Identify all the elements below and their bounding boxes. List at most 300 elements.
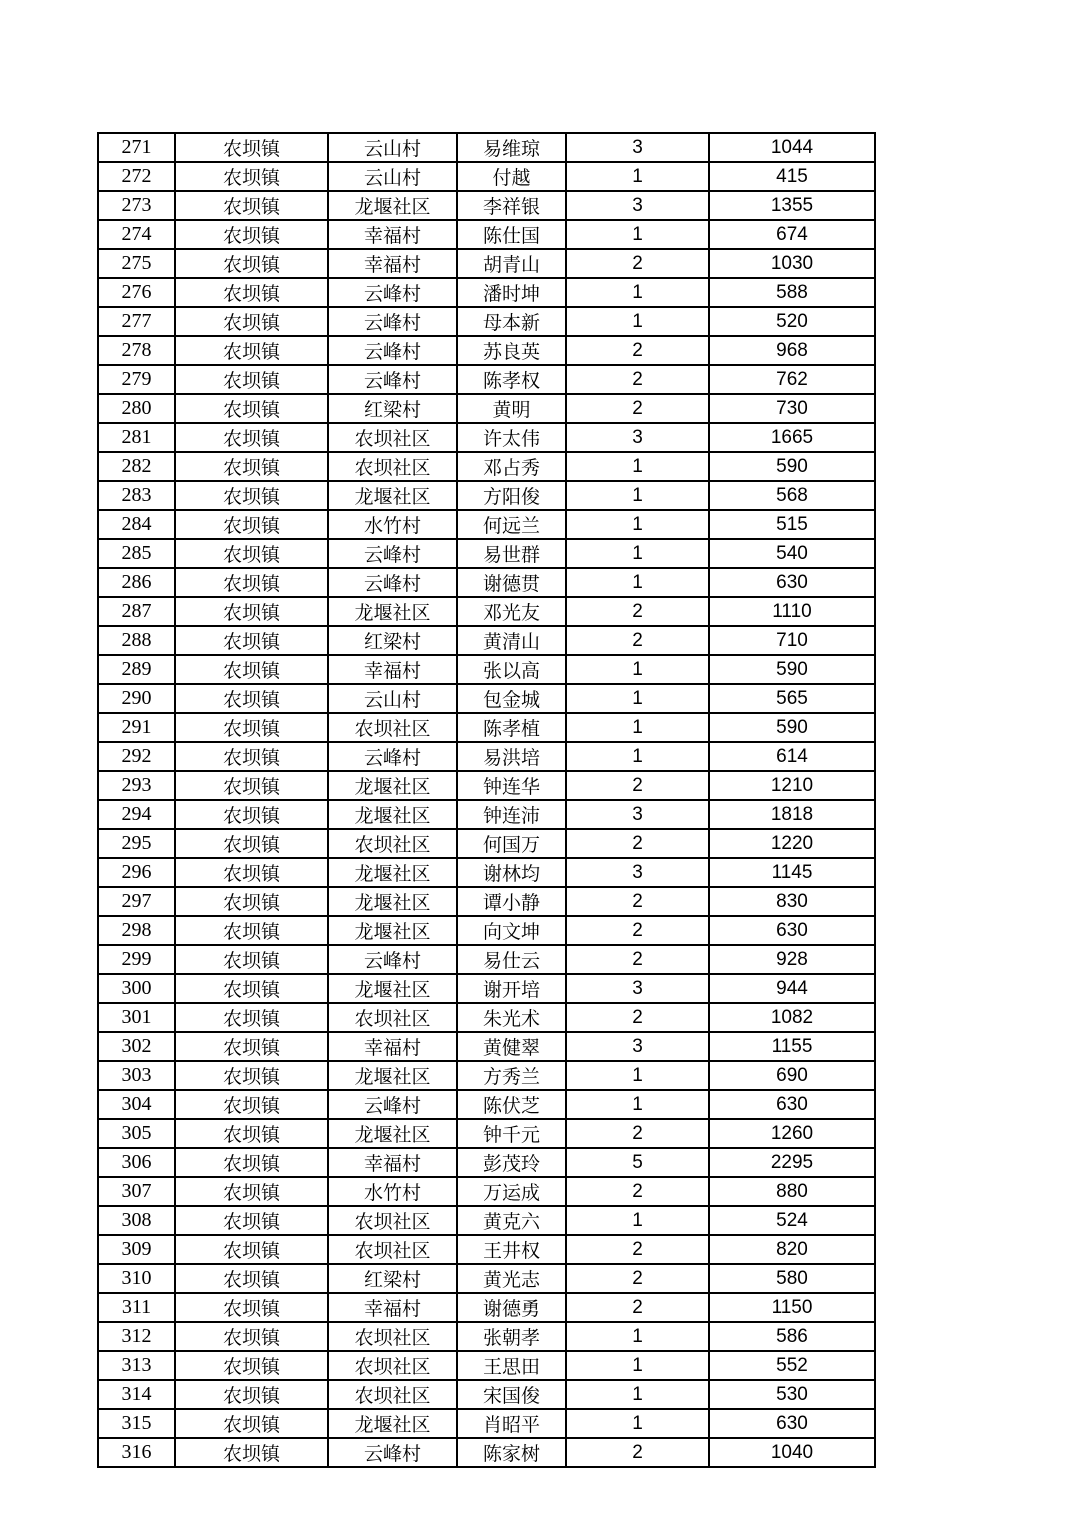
cell-serial-number: 293 (98, 771, 175, 800)
cell-count: 2 (566, 887, 709, 916)
cell-serial-number: 302 (98, 1032, 175, 1061)
table-row (98, 539, 875, 568)
cell-count: 1 (566, 1206, 709, 1235)
cell-amount: 1110 (709, 597, 875, 626)
cell-person-name: 方秀兰 (457, 1061, 566, 1090)
cell-village: 云峰村 (328, 945, 457, 974)
cell-town: 农坝镇 (175, 684, 328, 713)
cell-serial-number: 313 (98, 1351, 175, 1380)
cell-amount: 580 (709, 1264, 875, 1293)
cell-serial-number: 308 (98, 1206, 175, 1235)
cell-amount: 630 (709, 916, 875, 945)
cell-village: 农坝社区 (328, 713, 457, 742)
cell-town: 农坝镇 (175, 974, 328, 1003)
cell-person-name: 潘时坤 (457, 278, 566, 307)
cell-serial-number: 288 (98, 626, 175, 655)
cell-town: 农坝镇 (175, 742, 328, 771)
table-row (98, 1409, 875, 1438)
cell-serial-number: 311 (98, 1293, 175, 1322)
cell-village: 红梁村 (328, 394, 457, 423)
cell-town: 农坝镇 (175, 1032, 328, 1061)
cell-village: 龙堰社区 (328, 916, 457, 945)
cell-village: 水竹村 (328, 1177, 457, 1206)
cell-amount: 968 (709, 336, 875, 365)
cell-person-name: 钟千元 (457, 1119, 566, 1148)
cell-count: 1 (566, 220, 709, 249)
table-row (98, 597, 875, 626)
cell-town: 农坝镇 (175, 1322, 328, 1351)
cell-count: 2 (566, 626, 709, 655)
cell-serial-number: 274 (98, 220, 175, 249)
cell-amount: 1818 (709, 800, 875, 829)
cell-count: 1 (566, 539, 709, 568)
cell-town: 农坝镇 (175, 597, 328, 626)
cell-count: 1 (566, 510, 709, 539)
cell-village: 龙堰社区 (328, 191, 457, 220)
cell-amount: 540 (709, 539, 875, 568)
cell-person-name: 包金城 (457, 684, 566, 713)
cell-village: 云峰村 (328, 336, 457, 365)
cell-serial-number: 283 (98, 481, 175, 510)
cell-count: 2 (566, 771, 709, 800)
cell-serial-number: 285 (98, 539, 175, 568)
table-row (98, 829, 875, 858)
cell-town: 农坝镇 (175, 771, 328, 800)
cell-village: 幸福村 (328, 220, 457, 249)
cell-count: 1 (566, 742, 709, 771)
table-row (98, 974, 875, 1003)
cell-serial-number: 301 (98, 1003, 175, 1032)
cell-amount: 710 (709, 626, 875, 655)
cell-village: 云山村 (328, 684, 457, 713)
cell-serial-number: 279 (98, 365, 175, 394)
cell-village: 幸福村 (328, 249, 457, 278)
cell-amount: 1082 (709, 1003, 875, 1032)
cell-amount: 586 (709, 1322, 875, 1351)
cell-count: 2 (566, 945, 709, 974)
cell-count: 1 (566, 713, 709, 742)
cell-amount: 520 (709, 307, 875, 336)
table-row (98, 452, 875, 481)
cell-person-name: 谭小静 (457, 887, 566, 916)
table-row (98, 336, 875, 365)
cell-person-name: 苏良英 (457, 336, 566, 365)
cell-amount: 1155 (709, 1032, 875, 1061)
cell-serial-number: 277 (98, 307, 175, 336)
table-row (98, 713, 875, 742)
cell-town: 农坝镇 (175, 1090, 328, 1119)
cell-town: 农坝镇 (175, 423, 328, 452)
cell-count: 1 (566, 655, 709, 684)
cell-town: 农坝镇 (175, 1380, 328, 1409)
cell-village: 龙堰社区 (328, 887, 457, 916)
cell-person-name: 母本新 (457, 307, 566, 336)
cell-person-name: 黄光志 (457, 1264, 566, 1293)
cell-count: 1 (566, 1409, 709, 1438)
cell-person-name: 谢德贯 (457, 568, 566, 597)
cell-person-name: 彭茂玲 (457, 1148, 566, 1177)
cell-village: 农坝社区 (328, 452, 457, 481)
cell-serial-number: 287 (98, 597, 175, 626)
cell-serial-number: 310 (98, 1264, 175, 1293)
cell-person-name: 肖昭平 (457, 1409, 566, 1438)
table-row (98, 1003, 875, 1032)
table-row (98, 1351, 875, 1380)
cell-count: 5 (566, 1148, 709, 1177)
cell-amount: 614 (709, 742, 875, 771)
cell-count: 1 (566, 1322, 709, 1351)
table-row (98, 1119, 875, 1148)
table-row (98, 1061, 875, 1090)
cell-person-name: 黄克六 (457, 1206, 566, 1235)
cell-village: 幸福村 (328, 1293, 457, 1322)
cell-amount: 730 (709, 394, 875, 423)
cell-amount: 590 (709, 452, 875, 481)
cell-town: 农坝镇 (175, 858, 328, 887)
cell-amount: 880 (709, 1177, 875, 1206)
cell-count: 3 (566, 133, 709, 162)
cell-village: 龙堰社区 (328, 771, 457, 800)
table-row (98, 1264, 875, 1293)
cell-count: 1 (566, 307, 709, 336)
cell-count: 2 (566, 365, 709, 394)
cell-person-name: 谢林均 (457, 858, 566, 887)
cell-count: 1 (566, 1380, 709, 1409)
cell-town: 农坝镇 (175, 1177, 328, 1206)
cell-town: 农坝镇 (175, 249, 328, 278)
cell-town: 农坝镇 (175, 887, 328, 916)
cell-town: 农坝镇 (175, 655, 328, 684)
cell-village: 云山村 (328, 133, 457, 162)
cell-person-name: 陈孝权 (457, 365, 566, 394)
cell-count: 1 (566, 1090, 709, 1119)
cell-person-name: 陈仕国 (457, 220, 566, 249)
cell-village: 红梁村 (328, 626, 457, 655)
cell-count: 2 (566, 916, 709, 945)
cell-count: 2 (566, 249, 709, 278)
cell-amount: 568 (709, 481, 875, 510)
table-row (98, 1177, 875, 1206)
cell-town: 农坝镇 (175, 1206, 328, 1235)
cell-serial-number: 284 (98, 510, 175, 539)
cell-person-name: 邓光友 (457, 597, 566, 626)
cell-count: 2 (566, 1235, 709, 1264)
cell-serial-number: 286 (98, 568, 175, 597)
cell-village: 幸福村 (328, 1148, 457, 1177)
table-row (98, 307, 875, 336)
cell-serial-number: 290 (98, 684, 175, 713)
cell-amount: 1220 (709, 829, 875, 858)
cell-village: 云峰村 (328, 365, 457, 394)
cell-serial-number: 273 (98, 191, 175, 220)
cell-count: 1 (566, 1351, 709, 1380)
table-row (98, 626, 875, 655)
cell-amount: 1355 (709, 191, 875, 220)
cell-amount: 1044 (709, 133, 875, 162)
cell-count: 2 (566, 394, 709, 423)
cell-town: 农坝镇 (175, 365, 328, 394)
table-row (98, 1090, 875, 1119)
table-row (98, 249, 875, 278)
cell-count: 1 (566, 278, 709, 307)
cell-serial-number: 303 (98, 1061, 175, 1090)
cell-count: 2 (566, 597, 709, 626)
cell-amount: 674 (709, 220, 875, 249)
cell-amount: 928 (709, 945, 875, 974)
cell-town: 农坝镇 (175, 336, 328, 365)
cell-village: 云峰村 (328, 1438, 457, 1467)
cell-serial-number: 312 (98, 1322, 175, 1351)
cell-amount: 630 (709, 1090, 875, 1119)
cell-serial-number: 275 (98, 249, 175, 278)
cell-town: 农坝镇 (175, 945, 328, 974)
cell-amount: 820 (709, 1235, 875, 1264)
cell-village: 幸福村 (328, 655, 457, 684)
table-row (98, 394, 875, 423)
cell-serial-number: 298 (98, 916, 175, 945)
cell-serial-number: 295 (98, 829, 175, 858)
cell-count: 2 (566, 1293, 709, 1322)
table-row (98, 684, 875, 713)
cell-amount: 630 (709, 568, 875, 597)
table-row (98, 1438, 875, 1467)
cell-serial-number: 296 (98, 858, 175, 887)
table-row (98, 858, 875, 887)
cell-village: 云峰村 (328, 742, 457, 771)
cell-person-name: 邓占秀 (457, 452, 566, 481)
cell-town: 农坝镇 (175, 1235, 328, 1264)
cell-town: 农坝镇 (175, 829, 328, 858)
cell-town: 农坝镇 (175, 1119, 328, 1148)
cell-amount: 1665 (709, 423, 875, 452)
cell-town: 农坝镇 (175, 1351, 328, 1380)
table-row (98, 916, 875, 945)
cell-count: 3 (566, 858, 709, 887)
cell-town: 农坝镇 (175, 1264, 328, 1293)
records-table-body (98, 133, 875, 1467)
cell-village: 水竹村 (328, 510, 457, 539)
table-row (98, 1206, 875, 1235)
cell-town: 农坝镇 (175, 481, 328, 510)
cell-serial-number: 294 (98, 800, 175, 829)
cell-village: 云峰村 (328, 568, 457, 597)
cell-count: 2 (566, 336, 709, 365)
cell-village: 云峰村 (328, 539, 457, 568)
cell-amount: 630 (709, 1409, 875, 1438)
cell-serial-number: 292 (98, 742, 175, 771)
cell-person-name: 易维琼 (457, 133, 566, 162)
cell-person-name: 黄清山 (457, 626, 566, 655)
cell-amount: 1030 (709, 249, 875, 278)
cell-serial-number: 276 (98, 278, 175, 307)
table-row (98, 191, 875, 220)
cell-amount: 1210 (709, 771, 875, 800)
cell-town: 农坝镇 (175, 191, 328, 220)
table-row (98, 655, 875, 684)
cell-serial-number: 299 (98, 945, 175, 974)
cell-village: 龙堰社区 (328, 1119, 457, 1148)
cell-person-name: 钟连华 (457, 771, 566, 800)
cell-amount: 415 (709, 162, 875, 191)
cell-count: 3 (566, 974, 709, 1003)
cell-town: 农坝镇 (175, 916, 328, 945)
cell-amount: 565 (709, 684, 875, 713)
cell-person-name: 胡青山 (457, 249, 566, 278)
table-row (98, 220, 875, 249)
cell-town: 农坝镇 (175, 1409, 328, 1438)
cell-person-name: 付越 (457, 162, 566, 191)
cell-village: 云峰村 (328, 278, 457, 307)
cell-count: 3 (566, 423, 709, 452)
cell-serial-number: 297 (98, 887, 175, 916)
cell-town: 农坝镇 (175, 452, 328, 481)
table-row (98, 568, 875, 597)
cell-count: 2 (566, 1438, 709, 1467)
table-row (98, 1148, 875, 1177)
cell-village: 农坝社区 (328, 1235, 457, 1264)
cell-serial-number: 300 (98, 974, 175, 1003)
cell-town: 农坝镇 (175, 1003, 328, 1032)
cell-amount: 1145 (709, 858, 875, 887)
cell-person-name: 李祥银 (457, 191, 566, 220)
cell-amount: 2295 (709, 1148, 875, 1177)
cell-count: 3 (566, 191, 709, 220)
cell-serial-number: 282 (98, 452, 175, 481)
table-row (98, 887, 875, 916)
cell-amount: 830 (709, 887, 875, 916)
cell-count: 2 (566, 1119, 709, 1148)
cell-person-name: 谢德勇 (457, 1293, 566, 1322)
cell-person-name: 谢开培 (457, 974, 566, 1003)
cell-person-name: 陈伏芝 (457, 1090, 566, 1119)
cell-person-name: 黄明 (457, 394, 566, 423)
cell-serial-number: 309 (98, 1235, 175, 1264)
cell-serial-number: 278 (98, 336, 175, 365)
cell-town: 农坝镇 (175, 278, 328, 307)
cell-serial-number: 307 (98, 1177, 175, 1206)
cell-town: 农坝镇 (175, 539, 328, 568)
cell-serial-number: 271 (98, 133, 175, 162)
cell-person-name: 宋国俊 (457, 1380, 566, 1409)
cell-amount: 690 (709, 1061, 875, 1090)
cell-person-name: 陈孝植 (457, 713, 566, 742)
cell-amount: 588 (709, 278, 875, 307)
cell-person-name: 陈家树 (457, 1438, 566, 1467)
cell-serial-number: 304 (98, 1090, 175, 1119)
cell-village: 龙堰社区 (328, 1061, 457, 1090)
cell-amount: 590 (709, 655, 875, 684)
table-row (98, 278, 875, 307)
cell-count: 1 (566, 481, 709, 510)
cell-town: 农坝镇 (175, 1148, 328, 1177)
cell-count: 1 (566, 452, 709, 481)
cell-village: 农坝社区 (328, 1206, 457, 1235)
cell-person-name: 易洪培 (457, 742, 566, 771)
cell-amount: 524 (709, 1206, 875, 1235)
cell-count: 2 (566, 829, 709, 858)
cell-amount: 1040 (709, 1438, 875, 1467)
cell-count: 2 (566, 1264, 709, 1293)
cell-village: 龙堰社区 (328, 597, 457, 626)
cell-town: 农坝镇 (175, 626, 328, 655)
cell-town: 农坝镇 (175, 568, 328, 597)
table-row (98, 800, 875, 829)
table-row (98, 1322, 875, 1351)
cell-town: 农坝镇 (175, 220, 328, 249)
cell-village: 农坝社区 (328, 829, 457, 858)
records-table (97, 132, 876, 1468)
cell-serial-number: 316 (98, 1438, 175, 1467)
cell-amount: 515 (709, 510, 875, 539)
cell-town: 农坝镇 (175, 1438, 328, 1467)
cell-amount: 530 (709, 1380, 875, 1409)
cell-person-name: 张朝孝 (457, 1322, 566, 1351)
cell-town: 农坝镇 (175, 133, 328, 162)
table-row (98, 945, 875, 974)
cell-town: 农坝镇 (175, 713, 328, 742)
cell-person-name: 易世群 (457, 539, 566, 568)
cell-person-name: 万运成 (457, 1177, 566, 1206)
table-row (98, 133, 875, 162)
table-row (98, 365, 875, 394)
cell-amount: 1150 (709, 1293, 875, 1322)
cell-town: 农坝镇 (175, 162, 328, 191)
table-row (98, 1380, 875, 1409)
cell-village: 农坝社区 (328, 1351, 457, 1380)
cell-village: 龙堰社区 (328, 974, 457, 1003)
cell-amount: 1260 (709, 1119, 875, 1148)
cell-person-name: 向文坤 (457, 916, 566, 945)
table-row (98, 1235, 875, 1264)
cell-person-name: 方阳俊 (457, 481, 566, 510)
cell-town: 农坝镇 (175, 307, 328, 336)
cell-count: 1 (566, 162, 709, 191)
table-row (98, 481, 875, 510)
cell-village: 农坝社区 (328, 423, 457, 452)
cell-person-name: 王思田 (457, 1351, 566, 1380)
cell-person-name: 黄健翠 (457, 1032, 566, 1061)
cell-town: 农坝镇 (175, 510, 328, 539)
cell-town: 农坝镇 (175, 1293, 328, 1322)
cell-count: 2 (566, 1177, 709, 1206)
cell-serial-number: 280 (98, 394, 175, 423)
cell-village: 云山村 (328, 162, 457, 191)
table-row (98, 423, 875, 452)
cell-count: 2 (566, 1003, 709, 1032)
cell-serial-number: 315 (98, 1409, 175, 1438)
cell-serial-number: 281 (98, 423, 175, 452)
cell-amount: 762 (709, 365, 875, 394)
cell-serial-number: 291 (98, 713, 175, 742)
cell-village: 农坝社区 (328, 1380, 457, 1409)
cell-count: 1 (566, 1061, 709, 1090)
cell-count: 1 (566, 568, 709, 597)
table-row (98, 742, 875, 771)
table-row (98, 162, 875, 191)
cell-count: 3 (566, 1032, 709, 1061)
cell-person-name: 王井权 (457, 1235, 566, 1264)
cell-serial-number: 305 (98, 1119, 175, 1148)
cell-person-name: 钟连沛 (457, 800, 566, 829)
cell-person-name: 易仕云 (457, 945, 566, 974)
cell-town: 农坝镇 (175, 1061, 328, 1090)
cell-village: 农坝社区 (328, 1322, 457, 1351)
cell-village: 幸福村 (328, 1032, 457, 1061)
cell-village: 云峰村 (328, 307, 457, 336)
cell-person-name: 许太伟 (457, 423, 566, 452)
cell-village: 红梁村 (328, 1264, 457, 1293)
cell-town: 农坝镇 (175, 800, 328, 829)
